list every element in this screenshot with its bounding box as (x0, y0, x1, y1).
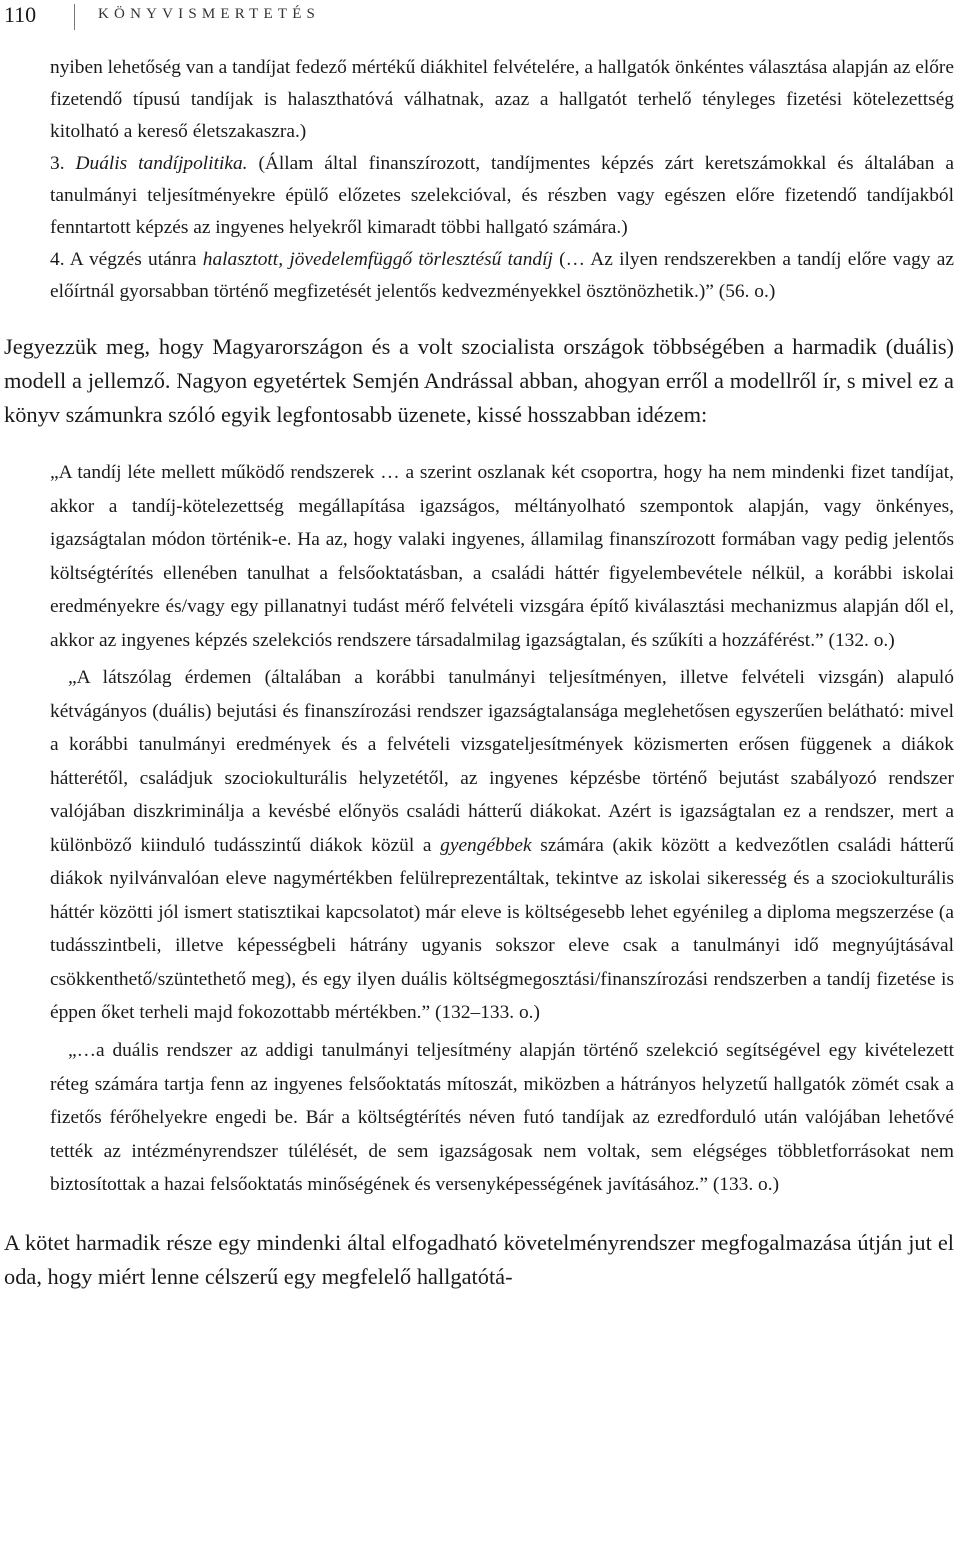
inset-item-4 (50, 244, 954, 308)
quote-2 (50, 661, 954, 1030)
item-4-text: (… Az ilyen rendszerekben a tandíj előre vagy az előírtnál gyorsabban történő megfizetését jelentős kedvezményekkel ösztönözhetik.)” (56. o.) (50, 249, 954, 302)
page-header (0, 0, 960, 36)
quote-3: „…a duális rendszer az addigi tanulmányi teljesítmény alapján történő szelekció segítségével egy kivételezett réteg számára tartja fenn az ingyenes felsőoktatás mítoszát, miközben a hátrányos helyzetű hallgatók zömét csak a fizetős férőhelyekre engedi be. Bár a költségtérítés néven futó tandíjak az ezredforduló után valójában lehetővé tették az intézményrendszer túlélését, de sem igazságosak nem voltak, sem elégséges többletforrásokat nem biztosítottak a hazai felsőoktatás minőségének és versenyképességének javításához.” (133. o.) (50, 1040, 954, 1195)
quote-2-part-a: „A látszólag érdemen (általában a korábbi tanulmányi teljesítményen, illetve felvételi vizsgán) alapuló kétvágányos (duális) bejutási és finanszírozási rendszer igazságtalansága meglehetősen egyszerűen belátható: mivel a korábbi tanulmányi eredmények és a felvételi vizsgateljesítmények közismerten erősen függenek a diákok hátterétől, családjuk szociokulturális helyzetétől, az ingyenes képzésbe történő bejutást szabályozó rendszer valójában diszkriminálja a kevésbé előnyös családi hátterű diákokat. Azért is igazságtalan ez a rendszer, mert a különböző kiinduló tudásszintű diákok közül a (50, 667, 954, 856)
body-paragraph-2: A kötet harmadik része egy mindenki által elfogadható követelményrendszer megfogalmazása útján jut el oda, hogy miért lenne célszerű egy megfelelő hallgatótá- (4, 1230, 954, 1289)
inset-paragraph-1: nyiben lehetőség van a tandíjat fedező mértékű diákhitel felvételére, a hallgatók önkéntes választása alapján az előre fizetendő típusú tandíjak is halaszthatóvá válhatnak, azaz a hallgatót terhelő tényleges fizetési kötelezettség kitolható a kereső életszakaszra.) (50, 57, 954, 142)
quote-2-part-b: számára (akik között a kedvezőtlen családi hátterű diákok nyilvánvalóan eleve nagymértékben felülreprezentáltak, tekintve az iskolai sikeresség és a szociokulturális háttér közötti jól ismert statisztikai kapcsolatot) már eleve is költségesebb lehet egyénileg a diploma megszerzése (a tudásszintbeli, illetve képességbeli hátrány ugyanis sokszor eleve csak a tanulmányi idő megnyújtásával csökkenthető/szüntethető meg), és egy ilyen duális költségmegosztási/finanszírozási rendszerben a tandíj fizetése is éppen őket terheli majd fokozottabb mértékben.” (132–133. o.) (50, 834, 955, 1023)
item-3-title: Duális tandíjpolitika. (75, 153, 248, 174)
item-3-text: (Állam által finanszírozott, tandíjmentes képzés zárt keretszámokkal és általában a tanulmányi teljesítményekre épülő előzetes szelekcióval, és részben vagy egészen előre fizetendő tandíjakból fenntartott képzés az ingyenes helyekről kimaradt többi hallgató számára.) (50, 153, 955, 238)
page-number: 110 (4, 2, 37, 27)
quote-1: „A tandíj léte mellett működő rendszerek … a szerint oszlanak két csoportra, hogy ha nem mindenki fizet tandíjat, akkor a tandíj-kötelezettség megállapítása igazságos, méltányolható szempontok alapján, vagy önkényes, igazságtalan módon történik-e. Ha az, hogy valaki ingyenes, államilag finanszírozott formában vagy pedig jelentős költségtérítés ellenében tanulhat a felsőoktatásban, a családi háttér figyelembevétele nélkül, a korábbi iskolai eredményekre és/vagy egy pillanatnyi tudást mérő felvételi vizsgára építő kiválasztási mechanizmus alapján dől el, akkor az ingyenes képzés szelekciós rendszere társadalmilag igazságtalan, és szűkíti a hozzáférést.” (132. o.) (50, 462, 954, 651)
item-4-title: halasztott, jövedelemfüggő törlesztésű tandíj (202, 249, 553, 270)
item-4-prefix: 4. A végzés utánra (50, 249, 203, 270)
inset-list (50, 52, 954, 308)
item-3-number: 3. (50, 153, 76, 174)
inset-item-3 (50, 148, 954, 244)
body-paragraph-1: Jegyezzük meg, hogy Magyarországon és a volt szocialista országok többségében a harmadik (duális) modell a jellemző. Nagyon egyetértek Semjén Andrással abban, ahogyan erről a modellről ír, s mivel ez a könyv számunkra szóló egyik legfontosabb üzenete, kissé hosszabban idézem: (4, 334, 954, 427)
header-divider (74, 4, 75, 30)
running-head: KÖNYVISMERTETÉS (98, 6, 321, 22)
quote-2-emphasis: gyengébbek (440, 834, 532, 856)
